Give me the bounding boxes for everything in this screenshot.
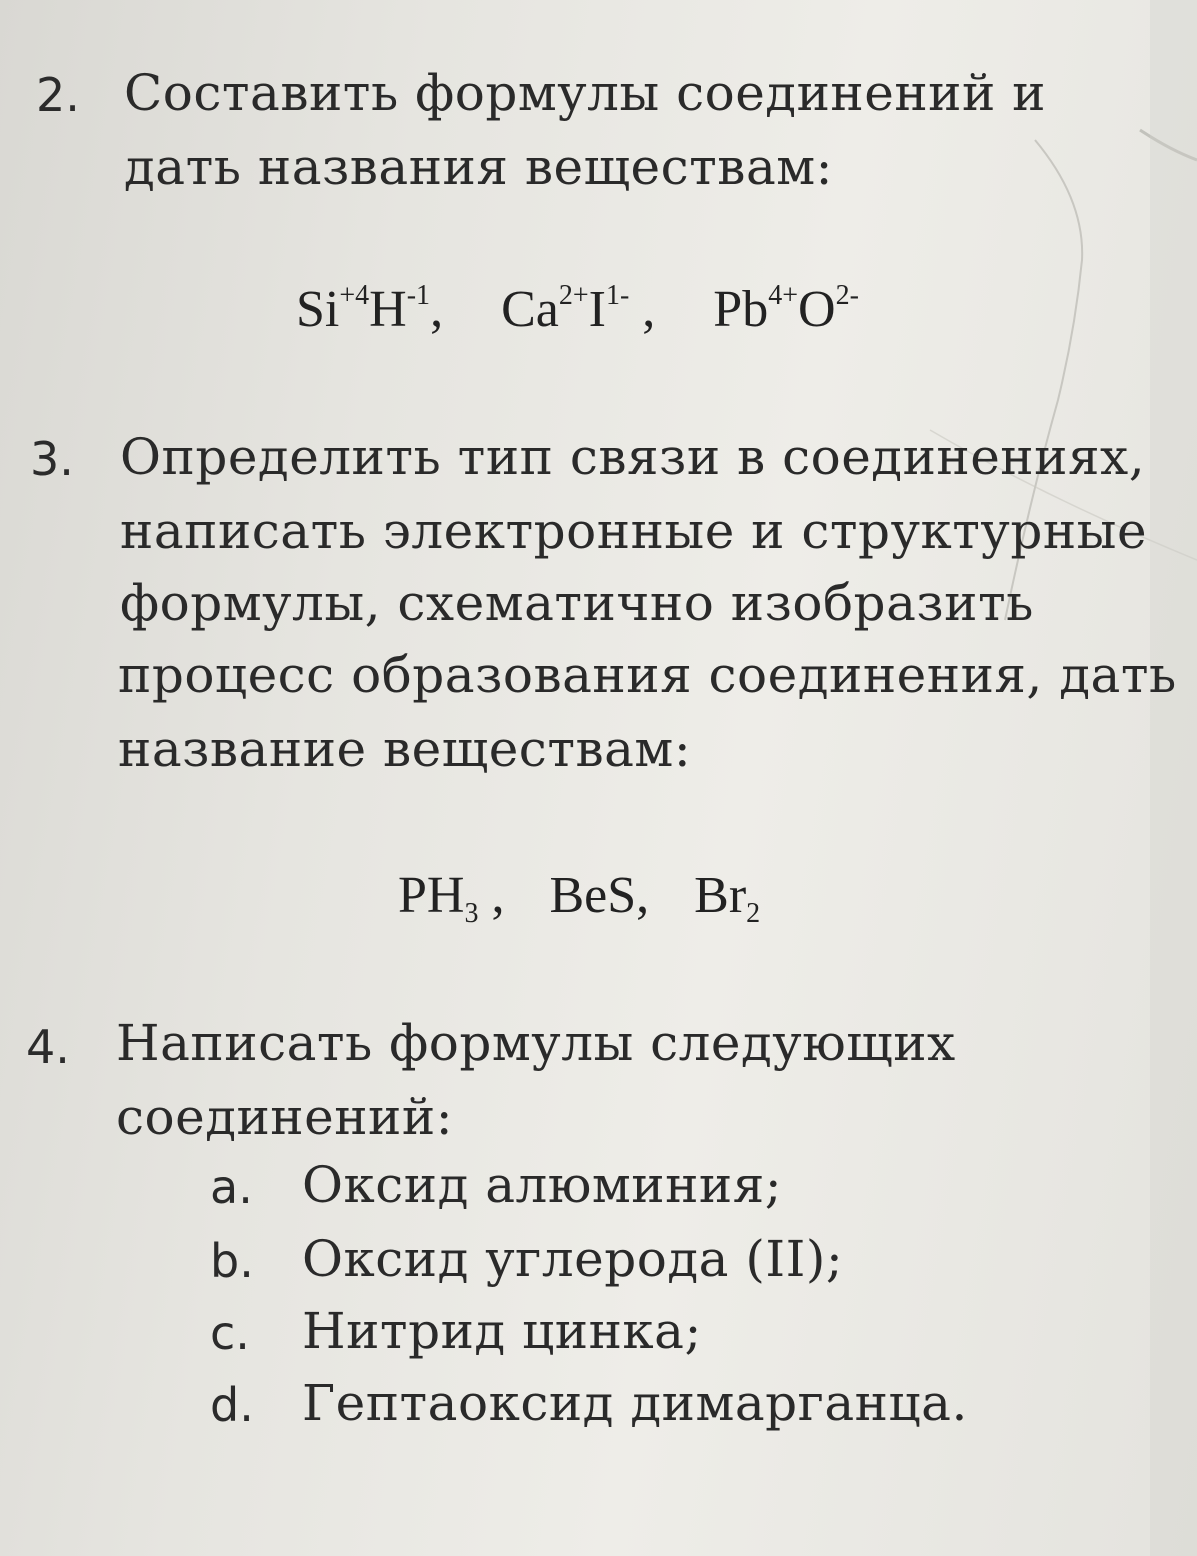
task4-item-b-letter: b.: [210, 1234, 254, 1288]
formula-br2: $Br_2$: [694, 867, 761, 929]
task3-line-1: Определить тип связи в соединениях,: [120, 428, 1146, 486]
task3-formulas: [398, 867, 761, 929]
formula-bes: BeS,: [549, 867, 650, 924]
task3-line-4: процесс образования соединения, дать: [118, 646, 1177, 704]
task4-item-d-letter: d.: [210, 1378, 254, 1432]
task2-number: 2.: [36, 68, 80, 122]
formula-si-h: $Si^{+4}H^{-1}$,: [296, 280, 444, 338]
task4-line-2: соединений:: [116, 1088, 454, 1146]
formula-ca-i: $Ca^{2+}I^{1-}$ ,: [501, 280, 656, 338]
task3-line-2: написать электронные и структурные: [120, 502, 1148, 560]
task4-item-a-letter: a.: [210, 1160, 253, 1214]
task2-formulas: [296, 282, 859, 336]
task2-line-2: дать названия веществам:: [124, 138, 833, 196]
task3-line-5: название веществам:: [118, 720, 692, 778]
task3-line-3: формулы, схематично изобразить: [120, 574, 1034, 632]
task4-item-b-text: Оксид углерода (II);: [302, 1230, 844, 1288]
task4-item-c-letter: c.: [210, 1306, 250, 1360]
task3-number: 3.: [30, 432, 74, 486]
task4-number: 4.: [26, 1020, 70, 1074]
task4-item-c-text: Нитрид цинка;: [302, 1302, 702, 1360]
task2-line-1: Составить формулы соединений и: [124, 64, 1047, 122]
task4-line-1: Написать формулы следующих: [116, 1014, 956, 1072]
task4-item-a-text: Оксид алюминия;: [302, 1156, 783, 1214]
formula-ph3: $PH_3$ ,: [398, 867, 505, 929]
task4-item-d-text: Гептаоксид димарганца.: [302, 1374, 968, 1432]
formula-pb-o: $Pb^{4+}O^{2-}$: [713, 280, 859, 338]
